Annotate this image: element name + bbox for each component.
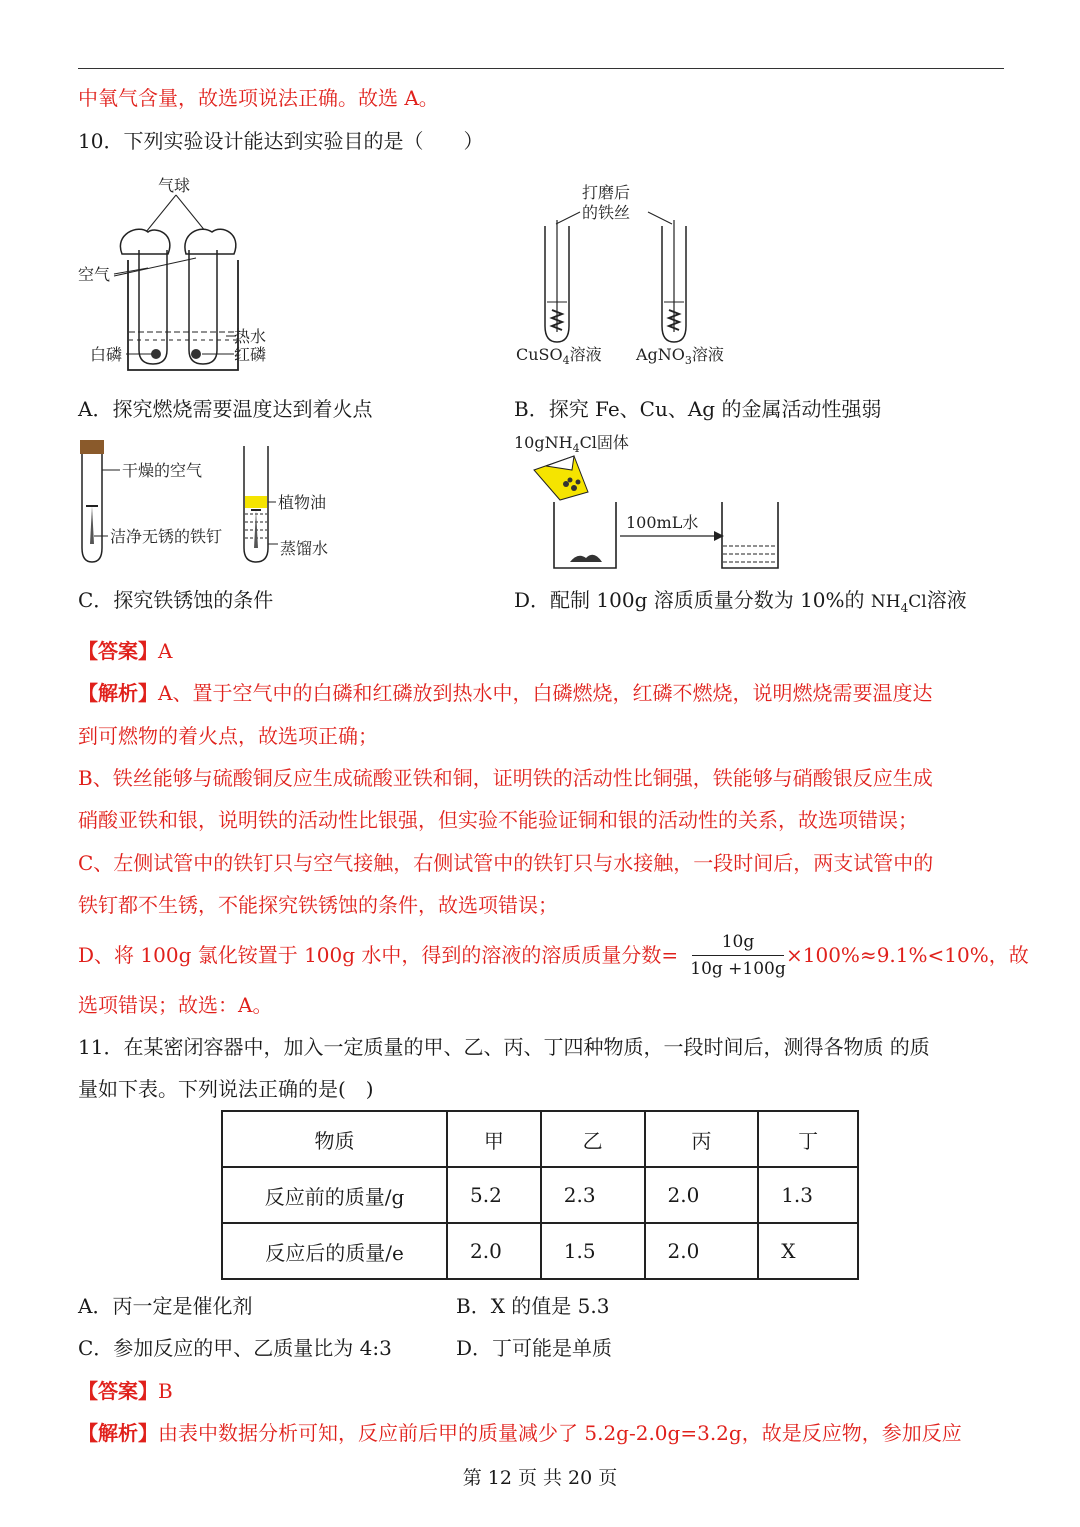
table-cell: 反应后的质量/e <box>222 1223 447 1279</box>
table-cell: 5.2 <box>447 1167 541 1223</box>
label-nh4cl-solid: 10gNH$_4$Cl固体 <box>514 433 629 455</box>
q10-analysis-8: 选项错误；故选：A。 <box>78 993 273 1017</box>
label-distilled-water: 蒸馏水 <box>280 539 329 558</box>
table-cell: 2.0 <box>447 1223 541 1279</box>
table-header-row <box>222 1111 858 1167</box>
table-cell: 2.3 <box>541 1167 645 1223</box>
label-100ml-water: 100mL水 <box>626 513 699 532</box>
carryover-line: 中氧气含量，故选项说法正确。故选 A。 <box>78 86 439 110</box>
q10-option-d: D．配制 100g 溶质质量分数为 10%的 $NH_4Cl$溶液 <box>514 588 967 615</box>
q10-analysis-7b: ×100%≈9.1%<10%，故 <box>786 943 1029 967</box>
table-header-cell: 物质 <box>222 1111 447 1167</box>
label-iron-wire: 的铁丝 <box>582 203 631 222</box>
q11-option-d: D．丁可能是单质 <box>456 1336 613 1360</box>
label-agno3: AgNO$_3$溶液 <box>636 345 724 367</box>
page-footer: 第 12 页 共 20 页 <box>462 1467 618 1489</box>
table-cell: 2.0 <box>645 1167 759 1223</box>
q10-analysis-5: C、左侧试管中的铁钉只与空气接触，右侧试管中的铁钉只与水接触，一段时间后，两支试管中的 <box>78 851 934 875</box>
table-header-cell: 丁 <box>758 1111 858 1167</box>
fraction-bar <box>692 955 784 956</box>
table-header-cell: 甲 <box>447 1111 541 1167</box>
label-vegetable-oil: 植物油 <box>278 493 327 512</box>
q10-analysis-1: 【解析】A、置于空气中的白磷和红磷放到热水中，白磷燃烧，红磷不燃烧，说明燃烧需要温度达 <box>78 681 933 705</box>
table-cell: X <box>758 1223 858 1279</box>
table-row <box>222 1223 858 1279</box>
q10-analysis-2: 到可燃物的着火点，故选项正确； <box>78 724 378 748</box>
q10-option-c: C．探究铁锈蚀的条件 <box>78 588 274 612</box>
q11-option-c: C．参加反应的甲、乙质量比为 4:3 <box>78 1336 392 1360</box>
figure-b-metal-activity <box>512 172 742 372</box>
figure-d-solution <box>512 430 792 574</box>
q11-answer: 【答案】B <box>78 1379 173 1403</box>
q11-stem-2: 量如下表。下列说法正确的是( ) <box>78 1077 374 1101</box>
q11-mass-table <box>221 1110 859 1280</box>
label-dry-air: 干燥的空气 <box>122 461 203 480</box>
table-row <box>222 1167 858 1223</box>
q10-answer: 【答案】A <box>78 639 173 663</box>
label-balloon: 气球 <box>158 176 191 195</box>
table-header-cell: 丙 <box>645 1111 759 1167</box>
table-header-cell: 乙 <box>541 1111 645 1167</box>
q10-analysis-7a: D、将 100g 氯化铵置于 100g 水中，得到的溶液的溶质质量分数= <box>78 943 679 967</box>
q10-analysis-3: B、铁丝能够与硫酸铜反应生成硫酸亚铁和铜，证明铁的活动性比铜强，铁能够与硝酸银反应生成 <box>78 766 933 790</box>
q11-option-a: A．丙一定是催化剂 <box>78 1294 253 1318</box>
fraction-numerator: 10g <box>721 932 755 952</box>
label-air: 空气 <box>78 265 111 284</box>
q10-stem: 10．下列实验设计能达到实验目的是（ ） <box>78 129 484 153</box>
q10-option-a: A．探究燃烧需要温度达到着火点 <box>78 397 373 421</box>
fraction-denominator: 10g +100g <box>690 959 786 979</box>
header-rule <box>78 68 1004 69</box>
table-cell: 1.3 <box>758 1167 858 1223</box>
q11-analysis-1: 【解析】由表中数据分析可知，反应前后甲的质量减少了 5.2g-2.0g=3.2g，故是反应物，参加反应 <box>78 1421 962 1445</box>
q11-stem-1: 11．在某密闭容器中，加入一定质量的甲、乙、丙、丁四种物质，一段时间后，测得各物质 的质 <box>78 1035 930 1059</box>
table-cell: 1.5 <box>541 1223 645 1279</box>
figure-a-combustion <box>76 172 296 382</box>
table-cell: 反应前的质量/g <box>222 1167 447 1223</box>
q10-analysis-6: 铁钉都不生锈，不能探究铁锈蚀的条件，故选项错误； <box>78 893 558 917</box>
q10-option-b: B．探究 Fe、Cu、Ag 的金属活动性强弱 <box>514 397 882 421</box>
table-cell: 2.0 <box>645 1223 759 1279</box>
label-cuso4: CuSO$_4$溶液 <box>516 345 602 367</box>
label-white-phosphorus: 白磷 <box>90 345 123 364</box>
q11-option-b: B．X 的值是 5.3 <box>456 1294 610 1318</box>
label-clean-nail: 洁净无锈的铁钉 <box>110 527 223 546</box>
figure-c-rusting <box>76 436 356 572</box>
label-red-phosphorus: 红磷 <box>234 345 267 364</box>
label-polished: 打磨后 <box>582 183 631 202</box>
q10-analysis-4: 硝酸亚铁和银，说明铁的活动性比银强，但实验不能验证铜和银的活动性的关系，故选项错误； <box>78 808 918 832</box>
label-hot-water: 热水 <box>234 327 267 346</box>
